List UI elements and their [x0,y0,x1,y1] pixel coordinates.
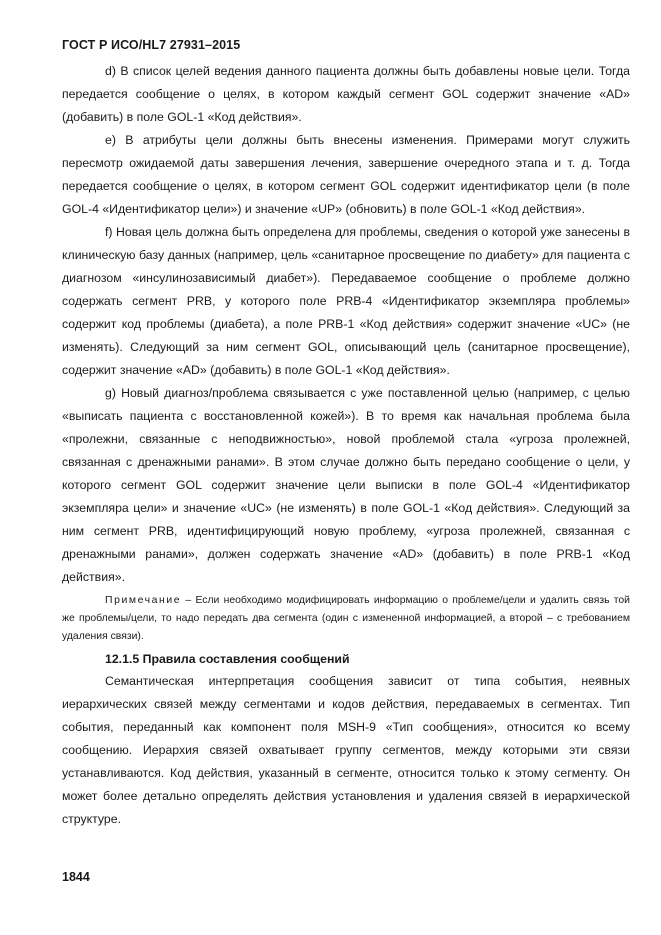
section-paragraph: Семантическая интерпретация сообщения зависит от типа события, неявных иерархических связей между сегментами и кодов действия, передаваемых в сегментах. Тип события, переданный как компонент поля MSH-9 «Тип сообщения», относится ко всему сообщению. Иерархия связей охватывает группу сегментов, между которыми эти связи устанавливаются. Код действия, указанный в сегменте, относится только к этому сегменту. Он может более детально определять действия установления и удаления связей в иерархической структуре. [62,674,630,826]
note-text: – Если необходимо модифицировать информацию о проблеме/цели и удалить связь той же проблемы/цели, то надо передать два сегмента (один с измененной информацией, а второй – с требованием удаления связи). [62,595,630,642]
paragraph-d: d) В список целей ведения данного пациента должны быть добавлены новые цели. Тогда передается сообщение о целях, в котором каждый сегмент GOL содержит значение «AD» (добавить) в поле GOL-1 «Код действия». [62,64,630,124]
paragraph-g: g) Новый диагноз/проблема связывается с уже поставленной целью (например, с целью «выписать пациента с восстановленной кожей»). В то время как начальная проблема была «пролежни, связанные с неподвижностью», новой проблемой стала «угроза пролежней, связанная с дренажными ранами». В этом случае должно быть передано сообщение о цели, у которого сегмент GOL содержит значение цели выписки в поле GOL-4 «Идентификатор экземпляра цели» и значение «UC» (не изменять) в поле GOL-1 «Код действия». Следующий за ним сегмент PRB, идентифицирующий новую проблему, «угроза пролежней, связанная с дренажными ранами», должен содержать значение «AD» (добавить) в поле PRB-1 «Код действия». [62,386,630,584]
paragraph-e: е) В атрибуты цели должны быть внесены изменения. Примерами могут служить пересмотр ожидаемой даты завершения лечения, завершение очередного этапа и т. д. Тогда передается сообщение о целях, в котором сегмент GOL содержит идентификатор цели (в поле GOL-4 «Идентификатор цели») и значение «UP» (обновить) в поле GOL-1 «Код действия». [62,133,630,216]
note-label: Примечание [105,595,182,606]
section-heading: 12.1.5 Правила составления сообщений [105,652,350,666]
document-header: ГОСТ Р ИСО/HL7 27931–2015 [62,38,241,52]
note [62,592,630,646]
document-body [62,60,630,831]
paragraph-f: f) Новая цель должна быть определена для проблемы, сведения о которой уже занесены в клиническую базу данных (например, цель «санитарное просвещение по диабету» для пациента с диагнозом «инсулинозависимый диабет»). Передаваемое сообщение о проблеме должно содержать сегмент PRB, у которого поле PRB-4 «Идентификатор экземпляра проблемы» содержит код проблемы (диабета), а поле PRB-1 «Код действия» содержит значение «UC» (не изменять). Следующий за ним сегмент GOL, описывающий цель (санитарное просвещение), содержит значение «AD» (добавить) в поле GOL-1 «Код действия». [62,225,630,377]
page-number: 1844 [62,870,90,884]
